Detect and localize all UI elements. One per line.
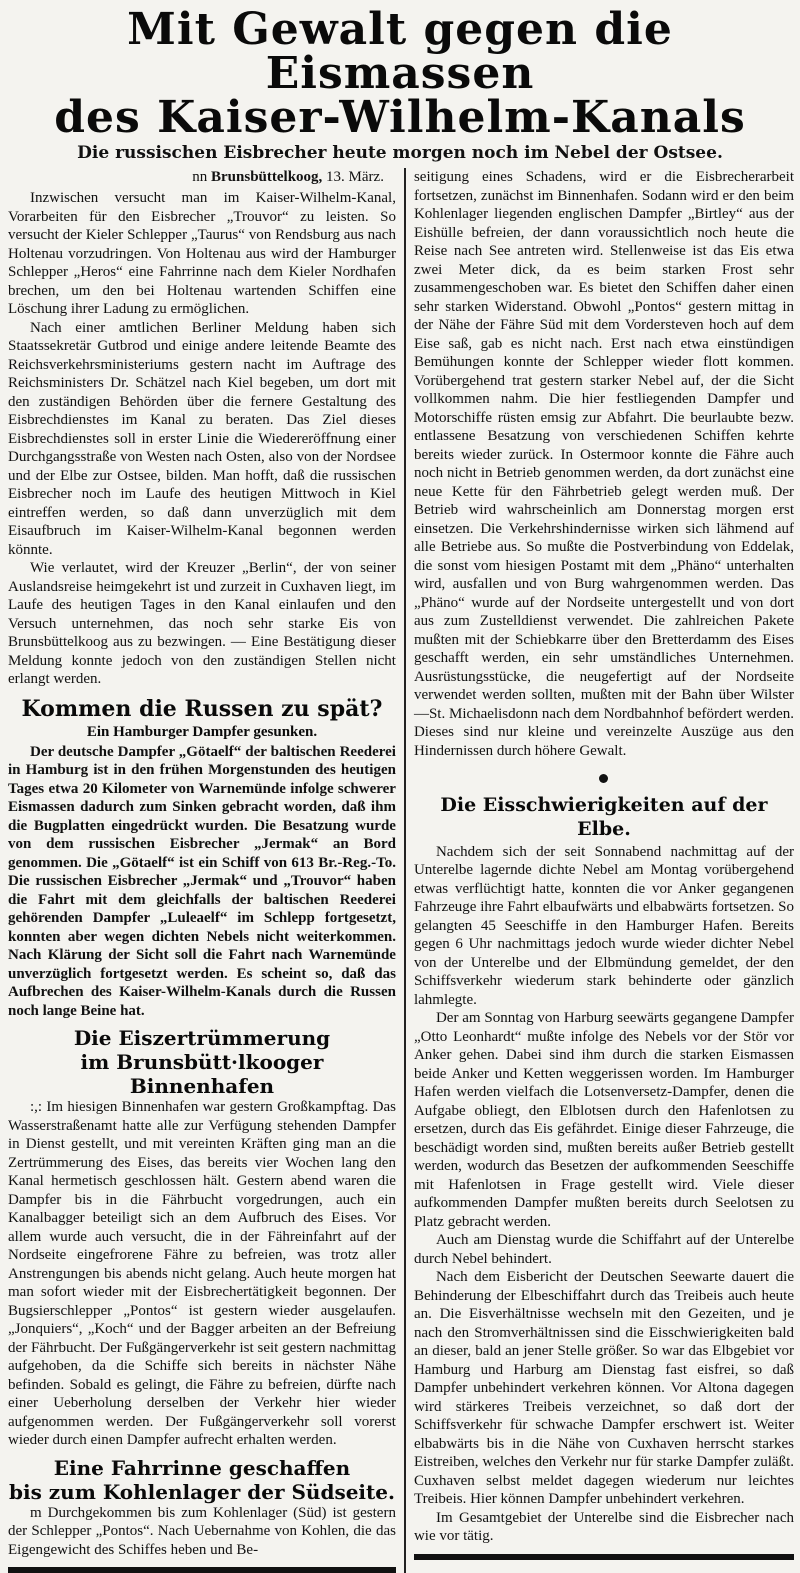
headline-line-1: Mit Gewalt gegen die Eismassen [127,4,673,99]
article-paragraph: Nach dem Eisbericht der Deutschen Seewarte dauert die Behinderung der Elbeschiffahrt durch das Treibeis auch heute an. Die Eisverhältnisse wechseln mit den Gezeiten, und je nach den Stromverhältnissen sind die Eisschwierigkeiten bald an dieser, bald an jener Stelle größer. So war das Elbgebiet vor Hamburg und Harburg am Dienstag fast eisfrei, so daß Dampfer unbehindert verkehren können. Vor Altona dagegen wird stärkeres Treibeis verzeichnet, so daß dort der Schiffsverkehr für schwache Dampfer erschwert ist. Weiter elbabwärts bis in die Nähe von Cuxhaven herrscht starkes Eistreiben, welches den Verkehr nur für starke Dampfer zuläßt. Cuxhaven selbst meldet dagegen wiederum nur leichtes Treibeis. Hier können Dampfer unbehindert verkehren. [413,1269,794,1507]
section-separator-dot [599,774,608,783]
article-paragraph: Wie verlautet, wird der Kreuzer „Berlin“, der von seiner Auslandsreise heimgekehrt ist und zurzeit in Cuxhaven liegt, im Laufe des heutigen Tages in den Kanal einlaufen und den Versuch unternehmen, das noch sehr starke Eis von Brunsbüttelkoog aus zu bezwingen. — Eine Bestätigung dieser Meldung konnte jedoch von den zuständigen Stellen nicht erlangt werden. [8,560,396,687]
section-subheading-russen: Ein Hamburger Dampfer gesunken. [86,723,318,740]
right-column [404,168,800,1573]
section-separator [414,760,794,793]
dateline-place: Brunsbüttelkoog, [211,169,323,185]
section-heading-fahrrinne-1: Eine Fahrrinne geschaffen [53,1455,351,1480]
article-columns [0,168,800,1573]
section-heading-binnenhafen-1: Die Eiszertrümmerung [73,1026,331,1050]
section-heading-elbe: Die Eisschwierigkeiten auf der Elbe. [440,793,768,840]
article-paragraph: Inzwischen versucht man im Kaiser-Wilhelm-Kanal, Vorarbeiten für den Eisbrecher „Trouvor“ zu leisten. So versucht der Kieler Schlepper „Taurus“ von Rendsburg aus nach Holtenau vorzudringen. Von Holtenau aus wird der Hamburger Schlepper „Heros“ eine Fahrrinne nach dem Kieler Nordhafen brechen, um den bei Holtenau wartenden Schiffen eine Löschung ihrer Ladung zu ermöglichen. [8,190,396,317]
bottom-rule-left [8,1567,396,1573]
left-column [0,168,404,1573]
subheadline: Die russischen Eisbrecher heute morgen noch im Nebel der Ostsee. [77,143,723,163]
headline-line-2: des Kaiser-Wilhelm-Kanals [54,92,746,143]
dateline [8,168,396,187]
article-paragraph: m Durchgekommen bis zum Kohlenlager (Süd) ist gestern der Schlepper „Pontos“. Nach Uebernahme von Kohlen, die das Eigengewicht des Schiffes heben und Be- [8,1504,396,1558]
bottom-rule-right [414,1554,794,1560]
dateline-date: 13. März. [326,169,384,185]
article-paragraph: Nach einer amtlichen Berliner Meldung haben sich Staatssekretär Gutbrod und einige andere leitende Beamte des Reichsverkehrsministeriums gestern nacht im Auftrage des Reichsministers Dr. Schätzel nach Kiel begeben, um dort mit den zuständigen Behörden über die fernere Gestaltung des Eisbrechdienstes im Kanal zu beraten. Das Ziel dieses Eisbrechdienstes soll in erster Linie die Wiedereröffnung einer Durchgangsstraße von Westen nach Osten, also von der Nordsee und der Elbe zur Ostsee, bilden. Man hofft, daß die russischen Eisbrecher noch im Laufe des heutigen Mittwoch in Kiel eintreffen werden, so daß dann unverzüglich mit dem Eisaufbruch im Kaiser-Wilhelm-Kanal begonnen werden könnte. [8,319,396,558]
article-paragraph: Im Gesamtgebiet der Unterelbe sind die Eisbrecher nach wie vor tätig. [413,1509,794,1544]
article-paragraph: Der am Sonntag von Harburg seewärts gegangene Dampfer „Otto Leonhardt“ mußte infolge des Nebels vor der Stör vor Anker gehen. Dabei sind ihm durch die starken Eismassen beide Anker und Ketten weggerissen worden. Im Hamburger Hafen werden vielfach die Lotsenversetz-Dampfer, denen die Aufgabe obliegt, den Elblotsen durch den Hafenlotsen zu ersetzen, durch das Eis gefährdet. Einige dieser Fahrzeuge, die beschädigt worden sind, mußten bereits außer Betrieb gestellt werden, wodurch das Besetzen der aufkommenden Seeschiffe mit Hafenlotsen in Frage gestellt wird. Viele dieser aufkommenden Dampfer mußten bereits durch Seelotsen zu Platz gebracht werden. [413,1010,794,1230]
article-paragraph: :,: Im hiesigen Binnenhafen war gestern Großkampftag. Das Wasserstraßenamt hatte alle zur Verfügung stehenden Dampfer in Dienst gestellt, und mit vereinten Kräften ging man an die Zertrümmerung des Eises, das bereits vier Wochen lang den Kanal hermetisch geschlossen hält. Gestern abend waren die Dampfer bis in die Fährbucht vorgedrungen, auch ein Kanalbagger beteiligt sich an dem Aufbruch des Eises. Vor allem wurde auch versucht, die in der Fähreinfahrt auf der Nordseite eingefrorene Fähre zu befreien, was trotz aller Anstrengungen bis abends nicht gelang. Auch heute morgen hat man sofort wieder mit der Eisbrechertätigkeit begonnen. Der Bugsierschlepper „Pontos“ ist gestern wieder ausgelaufen. „Jonquiers“, „Koch“ und der Bagger arbeiten an der Befreiung der Fährbucht. Der Fußgängerverkehr ist seit gestern nachmittag aufgehoben, da die Schiffe sich bereits in nächster Nähe befinden. Sobald es gelingt, die Fähre zu befreien, dürfte nach einer Ueberholung derselben der Verkehr hier wieder aufgenommen werden. Der Fußgängerverkehr soll vorerst wieder durch einen Dampfer aufrecht erhalten werden. [8,1099,396,1448]
section-heading-fahrrinne-2: bis zum Kohlenlager der Südseite. [8,1479,395,1504]
dateline-mark: nn [192,169,208,185]
section-heading-binnenhafen-2: im Brunsbütt·lkooger Binnenhafen [80,1050,324,1098]
article-paragraph: Der deutsche Dampfer „Götaelf“ der baltischen Reederei in Hamburg ist in den frühen Morgenstunden des heutigen Tages etwa 20 Kilometer von Warnemünde infolge schwerer Eismassen dadurch zum Sinken gebracht worden, daß ihm die Bugplatten eingedrückt wurden. Die Besatzung wurde von dem russischen Eisbrecher „Jermak“ an Bord genommen. Die „Götaelf“ ist ein Schiff von 613 Br.-Reg.-To. Die russischen Eisbrecher „Jermak“ und „Trouvor“ haben die Fahrt mit dem gleichfalls der baltischen Reederei gehörenden Dampfer „Luleaelf“ im Schlepp fortgesetzt, konnten aber wegen dichten Nebels nicht weiterkommen. Nach Klärung der Sicht soll die Fahrt nach Warnemünde unverzüglich fortgesetzt werden. Es scheint so, daß das Aufbrechen des Kaiser-Wilhelm-Kanals durch die Russen noch lange Beine hat. [8,743,396,1019]
article-paragraph: seitigung eines Schadens, wird er die Eisbrecherarbeit fortsetzen, zunächst im Binnenhafen. Sodann wird er den beim Kohlenlager liegenden englischen Dampfer „Birtley“ aus der Eishülle befreien, der dann voraussichtlich noch heute die Reise nach See antreten wird. Stellenweise ist das Eis etwa zwei Meter dick, da es beim starken Frost sehr zusammengeschoben war. Es bietet den Schiffen daher einen sehr starken Widerstand. Obwohl „Pontos“ gestern mittag in der Nähe der Fähre Süd mit dem Vordersteven hoch auf dem Eise saß, gab es nicht nach. Erst nach etwa einstündigen Bemühungen konnte der Schlepper wieder flott kommen. Vorübergehend trat gestern starker Nebel auf, der die Sicht vollkommen nahm. Die hier festliegenden Dampfer und Motorschiffe rüsten emsig zur Abfahrt. Die beurlaubte bezw. entlassene Besatzung von verschiedenen Schiffen kehrte bereits wieder zurück. In Ostermoor konnte die Fähre auch noch nicht in Betrieb genommen werden, da dort zunächst eine neue Kette für den Fährbetrieb gelegt werden muß. Der Betrieb wird wahrscheinlich am Donnerstag morgen erst einsetzen. Die Verkehrshindernisse wirken sich lähmend auf alle Betriebe aus. So mußte die Postverbindung von Eddelak, die sonst vom hiesigen Postamt mit dem „Phäno“ unterhalten wird, ausfallen und von Burg wahrgenommen werden. Das „Phäno“ wurde auf der Nordseite untergestellt und von dort aus zum Zustelldienst verwendet. Die zahlreichen Pakete mußten mit der Schiebkarre über den Bretterdamm des Eises geschafft werden, ein sehr umständliches Unternehmen. Ausrüstungsstücke, die neugefertigt auf der Nordseite verwendet werden sollten, mußten mit der Bahn über Wilster—St. Michaelisdonn nach dem Nordbahnhof befördert werden. Dieses sind nur kleine und vereinzelte Auszüge aus den Hindernissen durch höhere Gewalt. [413,169,794,759]
article-paragraph: Nachdem sich der seit Sonnabend nachmittag auf der Unterelbe lagernde dichte Nebel am Montag vorübergehend etwas verflüchtigt hatte, konnten die vor Anker gegangenen Fahrzeuge ihre Fahrt elbaufwärts und elbabwärts fortsetzen. So gelangten 45 Seeschiffe in den Hamburger Hafen. Bereits gegen 6 Uhr nachmittags jedoch wurde wieder dichter Nebel von der Unterelbe und der Elbmündung gemeldet, der den Schiffsverkehr wiederum stark behinderte oder gänzlich lahmlegte. [413,843,794,1008]
article-paragraph: Auch am Dienstag wurde die Schiffahrt auf der Unterelbe durch Nebel behindert. [413,1232,794,1267]
section-heading-russen: Kommen die Russen zu spät? [21,695,383,722]
